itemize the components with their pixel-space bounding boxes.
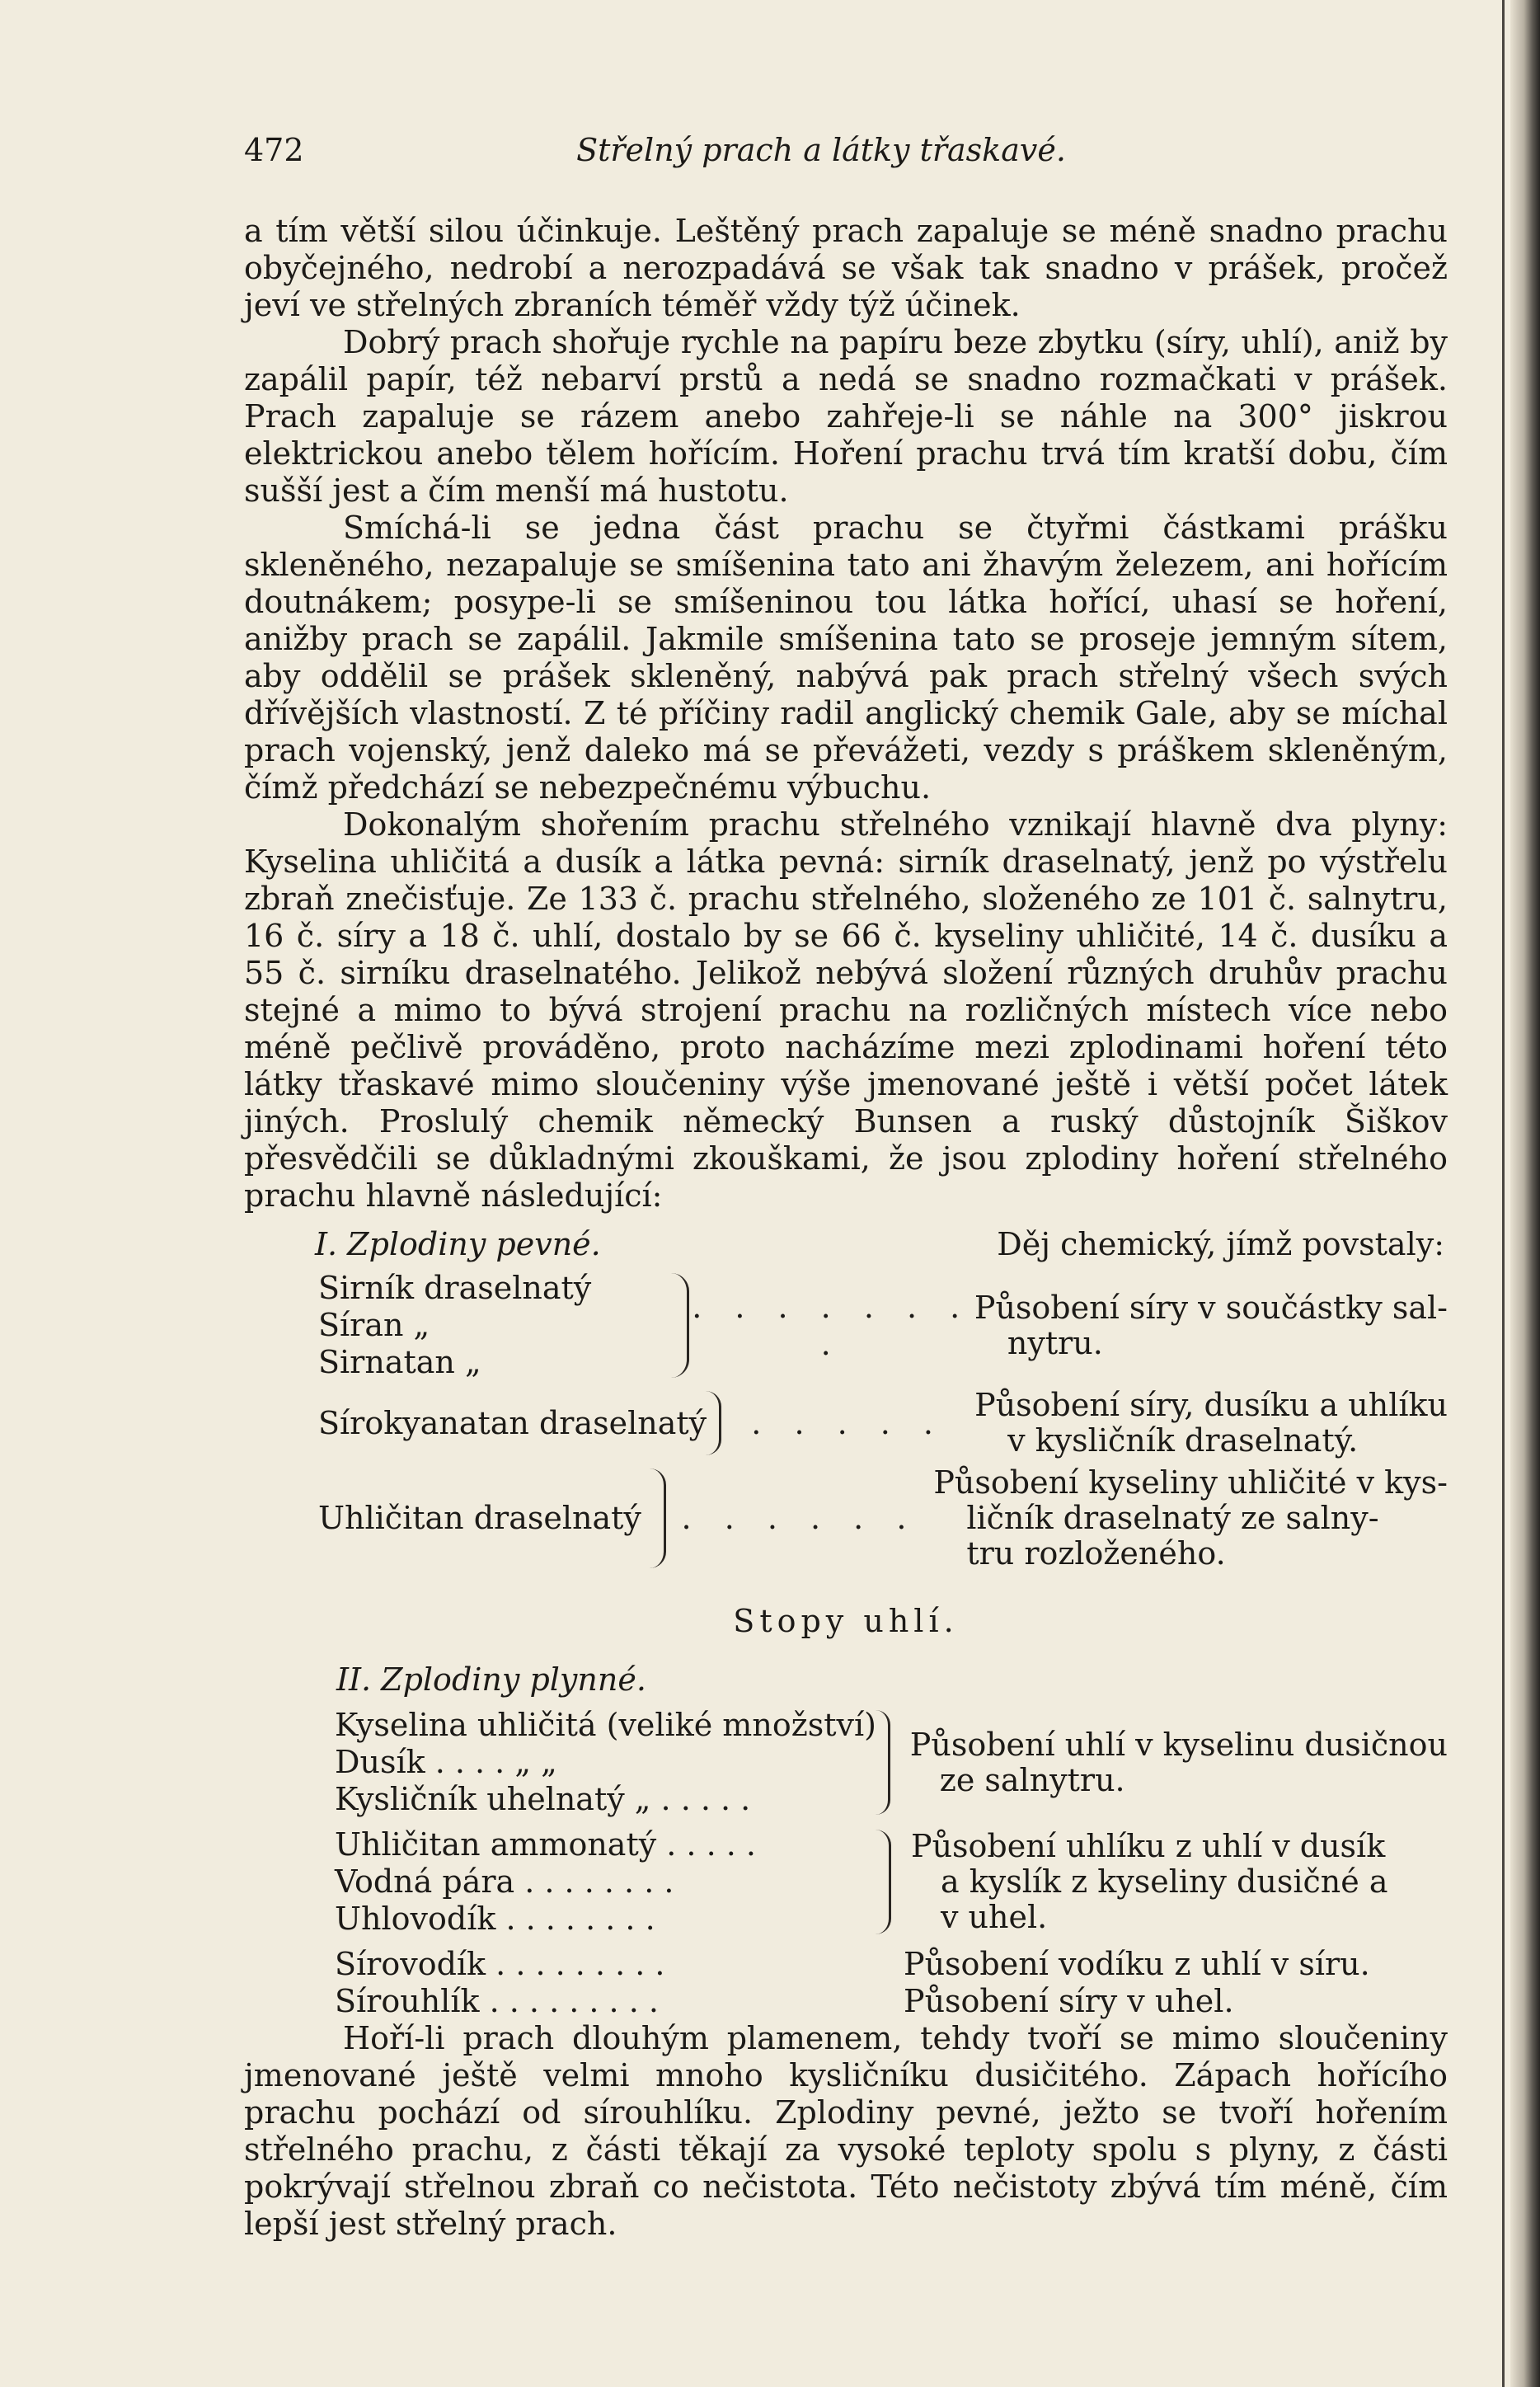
process-line: ze salnytru. [939,1761,1125,1798]
item-dusik: Dusík . . . . „ „ [335,1744,557,1780]
brace [876,1710,890,1815]
brace [876,1830,891,1934]
group-2-items [244,1405,706,1442]
process-line: Působení síry, dusíku a uhlíku [974,1387,1448,1423]
page-number: 472 [244,132,304,168]
group-5-items [244,1826,876,1938]
item-sirouhlik: Sírouhlík . . . . . . . . . [335,1983,659,2019]
brace [671,1273,688,1378]
section-title-gaseous: II. Zplodiny plynné. [336,1661,646,1698]
group-1-process [974,1290,1448,1361]
group-2-process [974,1388,1448,1459]
process-line: tru rozloženého. [966,1535,1226,1572]
process-line: a kyslík z kyseliny dusičné a [941,1863,1388,1900]
paragraph-5: Hoří-li prach dlouhým plamenem, tehdy tvoří se mimo sloučeniny jmenované ještě velmi mnoho kysličníku dusičitého. Zápach hořícího prachu pochází od sírouhlíku. Zplodiny pevné, ježto se tvoří hořením střelného prachu, z části těkají za vysoké teploty spolu s plyny, z části pokrývají střelnou zbraň co nečistota. Této nečistoty zbývá tím méně, čím lepší jest střelný prach. [244,2020,1448,2242]
item-sirokyanatan: Sírokyanatan draselnatý [318,1404,707,1441]
process-line: Působení síry v součástky sal- [974,1289,1448,1326]
table-row-sirouhlik [244,1983,1448,2020]
item-siran: Síran „ [318,1307,430,1343]
page-header [244,132,1448,181]
group-5-process [911,1829,1448,1935]
item-sirovodik: Sírovodík . . . . . . . . . [335,1946,665,1982]
book-spine-shadow [1510,0,1540,2387]
paragraph-1: a tím větší silou účinkuje. Leštěný prach zapaluje se méně snadno prachu obyčejného, nedrobí a nerozpadává se však tak snadno v prášek, pročež jeví ve střelných zbraních téměř vždy týž účinek. [244,213,1448,323]
item-sirnik: Sirník draselnatý [318,1270,592,1306]
process-line: nytru. [1007,1324,1103,1361]
paragraph-2: Dobrý prach shořuje rychle na papíru beze zbytku (síry, uhlí), aniž by zapálil papír, též nebarví prstů a nedá se snadno rozmačkati v prášek. Prach zapaluje se rázem anebo zahřeje-li se náhle na 300° jiskrou elektrickou anebo tělem hořícím. Hoření prachu trvá tím kratší dobu, čím sušší jest a čím menší má hustotu. [244,324,1448,509]
stopy-uhli: Stopy uhlí. [733,1603,959,1639]
column-heading: Děj chemický, jímž povstaly: [997,1226,1444,1262]
table-group-1 [244,1270,1448,1381]
process-line: ličník draselnatý ze salny- [966,1500,1379,1536]
group-4-process [910,1727,1448,1798]
item-uhlicitan-ammonaty: Uhličitan ammonatý . . . . . [335,1826,756,1863]
brace [650,1468,666,1568]
process-line: Působení uhlíku z uhlí v dusík [911,1828,1386,1864]
table-row-sirovodik [244,1946,1448,1983]
group-4-items [244,1707,876,1818]
item-kyselina-uhlicita: Kyselina uhličitá (veliké množství) [335,1707,876,1743]
leader-dots: . . . . . . . . [692,1288,972,1362]
process-line: Působení uhlí v kyselinu dusičnou [909,1726,1448,1763]
process-line: v kysličník draselnatý. [1007,1422,1359,1459]
table-header [244,1226,1448,1263]
item-vodna-para: Vodná pára . . . . . . . . [335,1863,674,1900]
leader-dots: . . . . . . [681,1500,918,1536]
table-group-3 [244,1465,1448,1572]
paragraph-3: Smíchá-li se jedna část prachu se čtyřmi částkami prášku skleněného, nezapaluje se smíšenina tato ani žhavým železem, ani hořícím doutnákem; posype-li se smíšeninou tou látka hořící, uhasí se hoření, anižby prach se zapálil. Jakmile smíšenina tato se proseje jemným sítem, aby oddělil se prášek skleněný, nabývá pak prach střelný všech svých dřívějších vlastností. Z té příčiny radil anglický chemik Gale, aby se míchal prach vojenský, jenž daleko má se převážeti, vezdy s práškem skleněným, čímž předchází se nebezpečnému výbuchu. [244,510,1448,806]
section-title-solid: I. Zplodiny pevné. [315,1226,601,1262]
running-title: Střelný prach a látky třaskavé. [576,132,1066,168]
process-line: Působení kyseliny uhličité v kys- [933,1464,1448,1501]
process-line: Působení síry v uhel. [904,1983,1234,2019]
page-edge-line [1502,0,1505,2387]
group-3-process [933,1465,1448,1572]
item-sirnatan: Sirnatan „ [318,1344,481,1380]
table-group-2 [244,1388,1448,1459]
item-kyslicnik-uhelnaty: Kysličník uhelnatý „ . . . . . [335,1781,751,1817]
book-page [244,132,1448,2243]
process-line: v uhel. [941,1899,1048,1935]
paragraph-4: Dokonalým shořením prachu střelného vznikají hlavně dva plyny: Kyselina uhličitá a dusík a látka pevná: sirník draselnatý, jenž po výstřelu zbraň znečisťuje. Ze 133 č. prachu střelného, složeného ze 101 č. salnytru, 16 č. síry a 18 č. uhlí, dostalo by se 66 č. kyseliny uhličité, 14 č. dusíku a 55 č. sirníku draselnatého. Jelikož nebývá složení různých druhův prachu stejné a mimo to bývá strojení prachu na rozličných místech více nebo méně pečlivě prováděno, proto nacházíme mezi zplodinami hoření této látky třaskavé mimo sloučeniny výše jmenované ještě i větší počet látek jiných. Proslulý chemik německý Bunsen a ruský důstojník Šiškov přesvědčili se důkladnými zkouškami, že jsou zplodiny hoření střelného prachu hlavně následující: [244,806,1448,1214]
process-line: Působení vodíku z uhlí v síru. [904,1946,1370,1982]
leader-dots: . . . . . [751,1404,945,1441]
brace [706,1391,721,1455]
item-uhlovodik: Uhlovodík . . . . . . . . [335,1901,655,1937]
table-group-4 [244,1707,1448,1818]
table-group-5 [244,1826,1448,1938]
group-1-items [244,1270,671,1381]
group-3-items [244,1500,650,1537]
item-uhlicitan-draselnaty: Uhličitan draselnatý [318,1500,641,1536]
